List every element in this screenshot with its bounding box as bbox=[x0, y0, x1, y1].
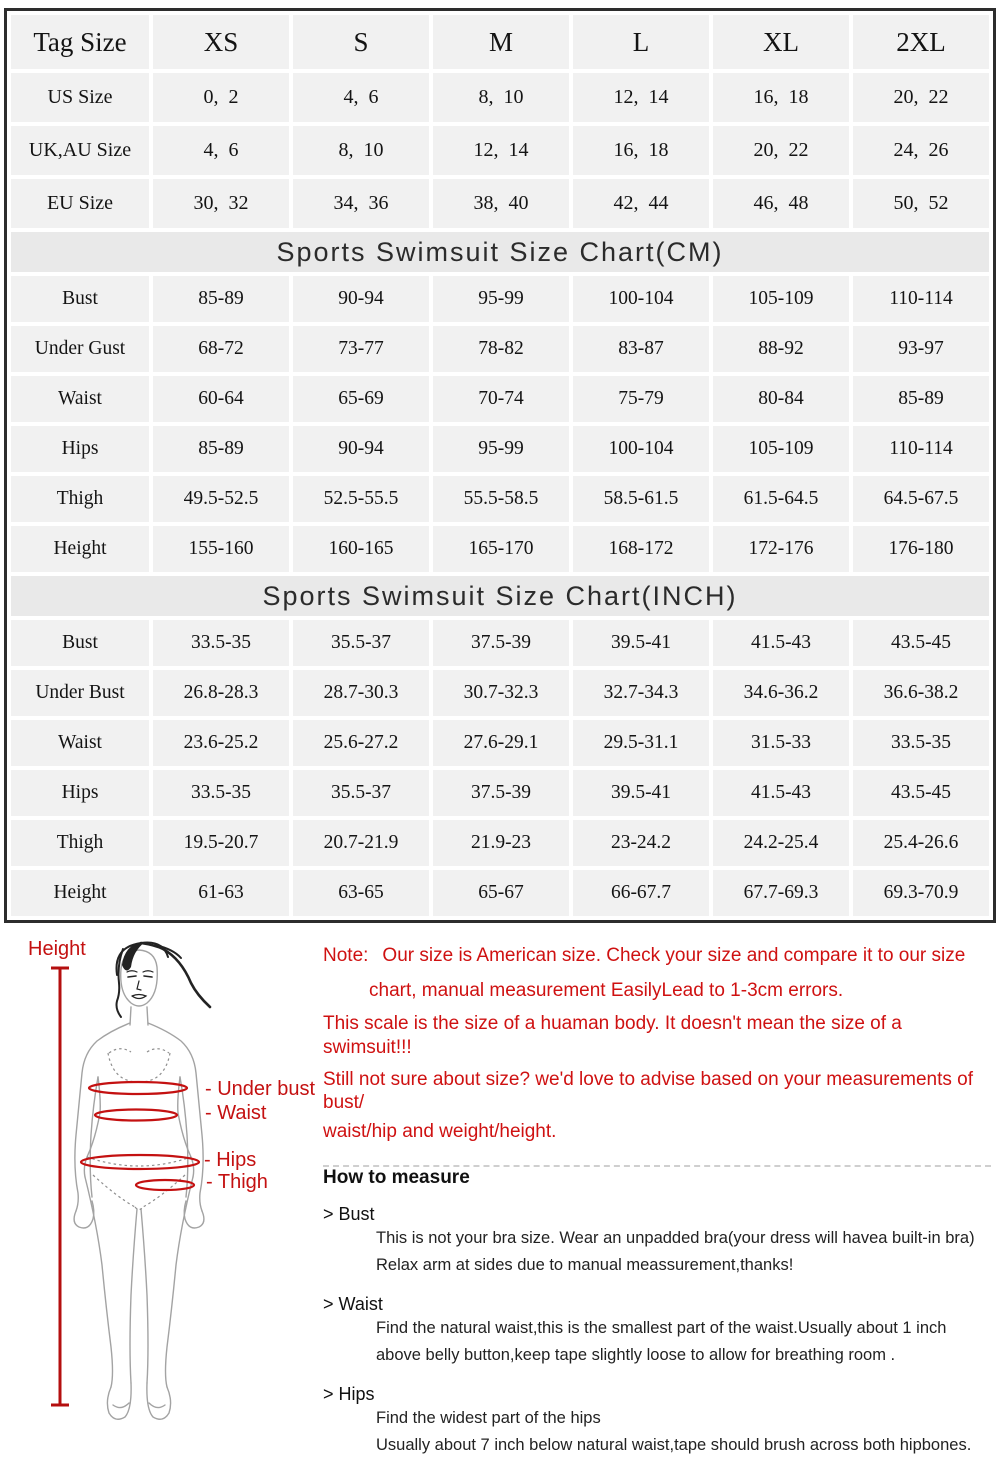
data-cell: 160-165 bbox=[293, 526, 429, 572]
data-cell: 29.5-31.1 bbox=[573, 720, 709, 766]
data-cell: 105-109 bbox=[713, 426, 849, 472]
table-row bbox=[11, 720, 989, 766]
data-cell: 88-92 bbox=[713, 326, 849, 372]
data-cell: 20, 22 bbox=[713, 126, 849, 175]
data-cell: 65-69 bbox=[293, 376, 429, 422]
size-header-cell: XL bbox=[713, 15, 849, 69]
data-cell: 33.5-35 bbox=[853, 720, 989, 766]
data-cell: 168-172 bbox=[573, 526, 709, 572]
data-cell: 52.5-55.5 bbox=[293, 476, 429, 522]
data-cell: 63-65 bbox=[293, 870, 429, 916]
under-bust-ellipse bbox=[89, 1082, 187, 1094]
measure-item-description bbox=[323, 1315, 991, 1369]
woman-outline bbox=[74, 950, 204, 1419]
note-line-4: Still not sure about size? we'd love to advise based on your measurements of bust/ bbox=[323, 1068, 973, 1113]
data-cell: 172-176 bbox=[713, 526, 849, 572]
note-line-2: chart, manual measurement EasilyLead to 1-3cm errors. bbox=[369, 980, 844, 1002]
data-cell: 34.6-36.2 bbox=[713, 670, 849, 716]
measure-item bbox=[323, 1204, 991, 1279]
figure-label-under-bust: - Under bust bbox=[205, 1078, 316, 1100]
figure-label-waist: - Waist bbox=[205, 1102, 267, 1124]
data-cell: 90-94 bbox=[293, 276, 429, 322]
hair-and-face bbox=[117, 942, 211, 1017]
figure-label-height: Height bbox=[28, 938, 86, 960]
data-cell: 42, 44 bbox=[573, 179, 709, 228]
measure-item-label: > Bust bbox=[323, 1204, 375, 1225]
data-cell: 20, 22 bbox=[853, 73, 989, 122]
data-cell: 24.2-25.4 bbox=[713, 820, 849, 866]
data-cell: 55.5-58.5 bbox=[433, 476, 569, 522]
data-cell: 39.5-41 bbox=[573, 620, 709, 666]
data-cell: 21.9-23 bbox=[433, 820, 569, 866]
row-label-cell: Waist bbox=[11, 720, 149, 766]
data-cell: 25.4-26.6 bbox=[853, 820, 989, 866]
data-cell: 32.7-34.3 bbox=[573, 670, 709, 716]
measure-item-line: Find the natural waist,this is the smallest part of the waist.Usually about 1 inch bbox=[376, 1319, 947, 1338]
data-cell: 33.5-35 bbox=[153, 770, 289, 816]
data-cell: 27.6-29.1 bbox=[433, 720, 569, 766]
measure-item-line: Usually about 7 inch below natural waist,tape should brush across both hipbones. bbox=[376, 1436, 972, 1455]
data-cell: 8, 10 bbox=[433, 73, 569, 122]
size-chart-table bbox=[4, 8, 996, 923]
row-label-cell: Hips bbox=[11, 770, 149, 816]
row-label-cell: Thigh bbox=[11, 476, 149, 522]
notes-panel bbox=[323, 944, 991, 1459]
row-label-cell: UK,AU Size bbox=[11, 126, 149, 175]
data-cell: 165-170 bbox=[433, 526, 569, 572]
measure-item-line: Find the widest part of the hips bbox=[376, 1409, 601, 1428]
data-cell: 26.8-28.3 bbox=[153, 670, 289, 716]
data-cell: 85-89 bbox=[153, 276, 289, 322]
data-cell: 12, 14 bbox=[433, 126, 569, 175]
data-cell: 28.7-30.3 bbox=[293, 670, 429, 716]
inch-section-band-title: Sports Swimsuit Size Chart(INCH) bbox=[11, 576, 989, 616]
table-row bbox=[11, 870, 989, 916]
table-row bbox=[11, 326, 989, 372]
row-label-cell: US Size bbox=[11, 73, 149, 122]
measure-item-label: > Hips bbox=[323, 1384, 375, 1405]
data-cell: 12, 14 bbox=[573, 73, 709, 122]
data-cell: 24, 26 bbox=[853, 126, 989, 175]
data-cell: 85-89 bbox=[153, 426, 289, 472]
data-cell: 41.5-43 bbox=[713, 770, 849, 816]
height-measure-line bbox=[51, 968, 69, 1405]
data-cell: 78-82 bbox=[433, 326, 569, 372]
note-line-1 bbox=[323, 944, 991, 967]
measure-item-line: This is not your bra size. Wear an unpadded bra(your dress will havea built-in bra) bbox=[376, 1229, 975, 1248]
data-cell: 30, 32 bbox=[153, 179, 289, 228]
data-cell: 33.5-35 bbox=[153, 620, 289, 666]
tag-size-header-cell: Tag Size bbox=[11, 15, 149, 69]
data-cell: 64.5-67.5 bbox=[853, 476, 989, 522]
body-figure-drawing bbox=[5, 935, 315, 1440]
table-row bbox=[11, 126, 989, 175]
data-cell: 37.5-39 bbox=[433, 620, 569, 666]
data-cell: 30.7-32.3 bbox=[433, 670, 569, 716]
data-cell: 75-79 bbox=[573, 376, 709, 422]
row-label-cell: Bust bbox=[11, 620, 149, 666]
measure-item bbox=[323, 1384, 991, 1459]
data-cell: 73-77 bbox=[293, 326, 429, 372]
data-cell: 25.6-27.2 bbox=[293, 720, 429, 766]
data-cell: 35.5-37 bbox=[293, 770, 429, 816]
data-cell: 36.6-38.2 bbox=[853, 670, 989, 716]
table-row bbox=[11, 526, 989, 572]
measure-item-line: above belly button,keep tape slightly loose to allow for breathing room . bbox=[376, 1346, 896, 1365]
row-label-cell: Hips bbox=[11, 426, 149, 472]
row-label-cell: Waist bbox=[11, 376, 149, 422]
row-label-cell: Under Gust bbox=[11, 326, 149, 372]
data-cell: 80-84 bbox=[713, 376, 849, 422]
row-label-cell: Height bbox=[11, 870, 149, 916]
measure-item-description bbox=[323, 1405, 991, 1459]
data-cell: 8, 10 bbox=[293, 126, 429, 175]
data-cell: 69.3-70.9 bbox=[853, 870, 989, 916]
size-header-cell: S bbox=[293, 15, 429, 69]
how-to-measure-list bbox=[323, 1204, 991, 1459]
size-header-cell: XS bbox=[153, 15, 289, 69]
row-label-cell: Thigh bbox=[11, 820, 149, 866]
data-cell: 95-99 bbox=[433, 276, 569, 322]
note-prefix: Note: bbox=[323, 945, 369, 966]
table-row bbox=[11, 670, 989, 716]
body-dashed-lines bbox=[87, 1049, 191, 1210]
data-cell: 61.5-64.5 bbox=[713, 476, 849, 522]
data-cell: 4, 6 bbox=[293, 73, 429, 122]
measure-item-description bbox=[323, 1225, 991, 1279]
size-header-cell: L bbox=[573, 15, 709, 69]
data-cell: 38, 40 bbox=[433, 179, 569, 228]
data-cell: 37.5-39 bbox=[433, 770, 569, 816]
data-cell: 93-97 bbox=[853, 326, 989, 372]
table-row bbox=[11, 620, 989, 666]
data-cell: 16, 18 bbox=[573, 126, 709, 175]
figure-label-hips: - Hips bbox=[204, 1149, 257, 1171]
data-cell: 58.5-61.5 bbox=[573, 476, 709, 522]
size-header-cell: M bbox=[433, 15, 569, 69]
data-cell: 100-104 bbox=[573, 276, 709, 322]
cm-section-band-title: Sports Swimsuit Size Chart(CM) bbox=[11, 232, 989, 272]
table-row bbox=[11, 770, 989, 816]
data-cell: 43.5-45 bbox=[853, 770, 989, 816]
data-cell: 4, 6 bbox=[153, 126, 289, 175]
table-row bbox=[11, 179, 989, 228]
how-to-measure-title: How to measure bbox=[323, 1167, 470, 1189]
data-cell: 0, 2 bbox=[153, 73, 289, 122]
data-cell: 105-109 bbox=[713, 276, 849, 322]
figure-label-thigh: - Thigh bbox=[206, 1171, 268, 1193]
data-cell: 23.6-25.2 bbox=[153, 720, 289, 766]
data-cell: 85-89 bbox=[853, 376, 989, 422]
data-cell: 43.5-45 bbox=[853, 620, 989, 666]
data-cell: 60-64 bbox=[153, 376, 289, 422]
data-cell: 61-63 bbox=[153, 870, 289, 916]
note-line-5: waist/hip and weight/height. bbox=[323, 1121, 557, 1143]
hips-ellipse bbox=[81, 1155, 199, 1169]
table-row bbox=[11, 73, 989, 122]
data-cell: 49.5-52.5 bbox=[153, 476, 289, 522]
table-row bbox=[11, 820, 989, 866]
data-cell: 65-67 bbox=[433, 870, 569, 916]
waist-ellipse bbox=[95, 1110, 177, 1121]
data-cell: 83-87 bbox=[573, 326, 709, 372]
data-cell: 100-104 bbox=[573, 426, 709, 472]
data-cell: 35.5-37 bbox=[293, 620, 429, 666]
data-cell: 20.7-21.9 bbox=[293, 820, 429, 866]
data-cell: 90-94 bbox=[293, 426, 429, 472]
table-row bbox=[11, 376, 989, 422]
data-cell: 95-99 bbox=[433, 426, 569, 472]
table-row bbox=[11, 476, 989, 522]
note-line-3: This scale is the size of a huaman body. It doesn't mean the size of a swimsuit!!! bbox=[323, 1013, 902, 1058]
data-cell: 39.5-41 bbox=[573, 770, 709, 816]
data-cell: 110-114 bbox=[853, 426, 989, 472]
tag-size-header-row bbox=[11, 15, 989, 69]
data-cell: 67.7-69.3 bbox=[713, 870, 849, 916]
data-cell: 50, 52 bbox=[853, 179, 989, 228]
measure-item bbox=[323, 1294, 991, 1369]
data-cell: 68-72 bbox=[153, 326, 289, 372]
table-row bbox=[11, 276, 989, 322]
measure-item-label: > Waist bbox=[323, 1294, 383, 1315]
data-cell: 46, 48 bbox=[713, 179, 849, 228]
row-label-cell: EU Size bbox=[11, 179, 149, 228]
data-cell: 176-180 bbox=[853, 526, 989, 572]
thigh-ellipse bbox=[136, 1180, 194, 1190]
size-header-cell: 2XL bbox=[853, 15, 989, 69]
measure-item-line: Relax arm at sides due to manual meassurement,thanks! bbox=[376, 1256, 794, 1275]
cm-section-band bbox=[11, 232, 989, 272]
table-row bbox=[11, 426, 989, 472]
row-label-cell: Under Bust bbox=[11, 670, 149, 716]
data-cell: 19.5-20.7 bbox=[153, 820, 289, 866]
data-cell: 34, 36 bbox=[293, 179, 429, 228]
note-line-1-text: Our size is American size. Check your size and compare it to our size bbox=[382, 945, 966, 966]
data-cell: 41.5-43 bbox=[713, 620, 849, 666]
data-cell: 23-24.2 bbox=[573, 820, 709, 866]
row-label-cell: Height bbox=[11, 526, 149, 572]
inch-section-band bbox=[11, 576, 989, 616]
data-cell: 70-74 bbox=[433, 376, 569, 422]
row-label-cell: Bust bbox=[11, 276, 149, 322]
data-cell: 16, 18 bbox=[713, 73, 849, 122]
data-cell: 155-160 bbox=[153, 526, 289, 572]
data-cell: 66-67.7 bbox=[573, 870, 709, 916]
data-cell: 31.5-33 bbox=[713, 720, 849, 766]
data-cell: 110-114 bbox=[853, 276, 989, 322]
